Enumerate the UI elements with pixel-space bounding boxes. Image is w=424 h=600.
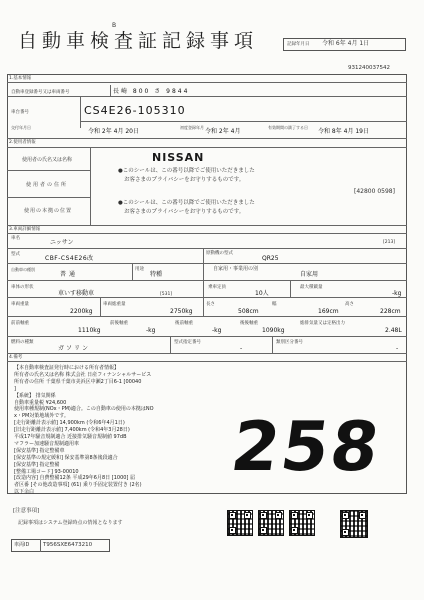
remarks-section: 4.備考 [9,355,23,360]
width-value: 169cm [318,308,339,315]
max-load-label: 最大積載量 [300,285,323,290]
use-value: 特種 [150,271,163,278]
remark-line: [改造内容] 自費整備12条 平成29年6月8日 [1000] 届 [14,475,135,482]
sticker-text-1: ●このシールは、この番号以降でご使用いただきました [118,168,255,174]
reg-label: 自動車登録番号又は車両番号 [11,90,70,95]
gross-label: 車両総重量 [103,302,126,307]
notes-text: 記録事項はシステム登録時点の情報となります [18,520,123,526]
user-code: [42800 0598] [354,188,395,195]
type-label: 自動車の種別 [11,267,35,272]
shape-code: [531] [160,292,173,297]
qr-code-1 [227,510,253,536]
disp-label: 総排気量又は定格出力 [300,321,345,326]
remark-line: [旧走行距離計表示値] 7,400km (令和4年3月28日) [14,427,130,434]
vehicle-id-value: T956SXE6473210 [43,542,93,548]
record-date-value: 令和 6年 4月 1日 [322,40,370,47]
maker-label: 車名 [11,236,20,241]
notes-label: [注意事項] [13,508,40,514]
private-label: 自家用・事業用の別 [213,266,259,272]
b-mark: B [112,22,117,29]
remark-line: [保安基準] 指定整備車 [14,447,65,454]
capacity-label: 乗車定員 [208,285,226,290]
user-address-label: 使用者の住所 [26,182,69,188]
category-value: - [396,345,399,352]
type-value: 普通 [60,271,79,278]
disp-value: 2.48L [385,327,402,334]
remark-line: 【本自動車検査証発行時における所有者情報】 [14,365,120,371]
qr-code-3 [289,510,315,536]
fr-value: -kg [146,327,156,334]
weight-label: 車両重量 [11,302,29,307]
remark-line: 平成17年騒音規制適合 近接排気騒音規制値 97dB [14,434,127,440]
remark-line: [整備工場コード] 93-00010 [14,468,79,475]
vehicle-section: 3.車両詳細情報 [9,227,41,232]
shape-label: 車体の形状 [11,285,34,290]
fuel-label: 燃料の種類 [11,340,34,345]
user-base-label: 使用の本拠の位置 [24,208,73,214]
private-value: 自家用 [300,271,319,278]
first-reg-value: 令和 2年 4月 [205,128,241,135]
doc-number: 931240037542 [348,65,390,71]
nissan-logo: NISSAN [152,151,205,164]
weight-value: 2200kg [70,308,93,315]
remark-line: 所有者の氏名又は名称 株式会社 日産フィナンシャルサービス [14,371,152,378]
remark-line: [保安基準] 指定整備 [14,461,60,468]
max-load-value: -kg [392,290,402,297]
length-value: 508cm [238,308,259,315]
height-value: 228cm [380,308,401,315]
issued-label: 交付年月日 [11,125,31,130]
expiry-value: 令和 8年 4月 19日 [318,128,369,135]
engine-label: 原動機の型式 [206,251,233,256]
maker-code: [213] [383,240,396,245]
remark-line: x・PM対策地域外です。 [14,413,69,420]
rr-label: 後後軸重 [240,321,258,326]
issued-value: 令和 2年 4月 20日 [88,128,139,135]
capacity-value: 10人 [255,290,269,297]
qr-code-4 [340,510,368,538]
shape-value: 車いす移動車 [58,290,95,297]
remark-line: 以下余白 [14,489,35,496]
fr-label: 前後軸重 [110,321,128,326]
user-name-label: 使用者の氏名又は名称 [22,157,73,163]
sticker-text-3: ●このシールは、この番号以降でご使用いただきました [118,200,255,206]
category-label: 類別区分番号 [276,340,303,345]
rf-label: 後前軸重 [175,321,193,326]
vin-value: CS4E26-105310 [84,104,186,117]
ff-value: 1110kg [78,327,101,334]
sticker-text-4: お客さまのプライバシーをお守りするものです。 [124,209,245,215]
engine-value: QR25 [262,255,279,262]
width-label: 幅 [272,302,277,307]
remark-line: [走行距離計表示値] 14,900km (令和6年4月1日) [14,420,125,427]
vin-label: 車台番号 [11,110,29,115]
length-label: 長さ [206,302,215,307]
user-section: 2.使用者情報 [9,140,36,145]
first-reg-label: 初度登録年月 [180,125,204,130]
sticker-text-2: お客さまのプライバシーをお守りするものです。 [124,177,245,183]
basic-section: 1.基本情報 [9,76,32,81]
remark-line: 使用車種規制(NOx・PM)適合。この自動車の使用の本拠はNO [14,406,154,413]
fuel-value: ガソリン [58,345,91,352]
vehicle-id-label: 車両ID [14,542,30,548]
rf-value: -kg [212,327,222,334]
remark-line: [保安基準の規定緩和] 保安基準第8条後段適合 [14,454,118,461]
model-label: 型式 [11,252,20,257]
remark-line: 者区番 [その他改造事項] (61) 乗り手固定装置付き (2名) [14,482,142,489]
record-date-label: 記録年月日 [287,42,310,47]
reg-value: 長崎 800 さ 9844 [113,88,190,95]
model-value: CBF-CS4E26改 [45,255,94,262]
remark-line: 自動車重量税 ¥24,600 [14,399,67,406]
handwritten-number: 258 [226,408,386,487]
remark-line: 所有者の住所 千葉県千葉市美浜区中瀬2丁目6-1 [00040 [14,378,142,385]
expiry-label: 有効期間の満了する日 [268,125,308,130]
height-label: 高さ [345,302,354,307]
remark-line: マフラー加速騒音規制適用車 [14,440,80,447]
remark-line: ] [14,385,16,392]
remark-line: 【系統】 排気関係 [14,392,56,399]
qr-code-2 [258,510,284,536]
designation-label: 型式指定番号 [174,340,201,345]
use-label: 用途 [135,267,144,272]
maker-value: ニッサン [50,239,74,246]
gross-value: 2750kg [170,308,193,315]
page-title: 自動車検査証記録事項 [18,30,259,52]
designation-value: - [240,345,243,352]
ff-label: 前前軸重 [11,321,29,326]
rr-value: 1090kg [262,327,285,334]
